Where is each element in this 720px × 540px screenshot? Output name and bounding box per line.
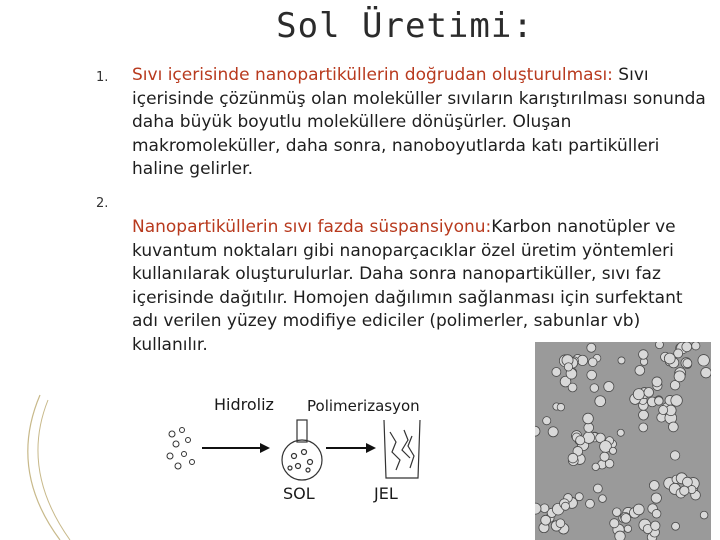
molecule-cluster-icon [167, 428, 195, 470]
sol-label: SOL [283, 484, 315, 503]
sol-gel-diagram [160, 412, 440, 482]
nanoparticle-micrograph [535, 342, 711, 540]
list-item-number: 2. [96, 196, 109, 211]
list-item-text [132, 64, 710, 182]
list-item-number: 1. [96, 70, 109, 85]
list-item-heading: Sıvı içerisinde nanopartiküllerin doğrudan oluşturulması: [132, 65, 613, 85]
slide-title: Sol Üretimi: [276, 6, 534, 46]
arrow-right-icon [202, 443, 270, 453]
polymerization-label: Polimerizasyon [307, 397, 420, 415]
flask-icon [282, 420, 322, 480]
beaker-icon [384, 420, 420, 478]
list-item-heading: Nanopartiküllerin sıvı fazda süspansiyonu: [132, 217, 492, 237]
list-item-body: Sıvı içerisinde çözünmüş olan moleküller sıvıların karıştırılması sonunda daha büyük boyutlu moleküllere dönüşürler. Oluşan makromoleküller, daha sonra, nanoboyutlarda katı partikülleri haline gelirler. [132, 65, 706, 179]
gel-label: JEL [374, 484, 398, 503]
arrow-right-icon [326, 443, 376, 453]
hydrolysis-label: Hidroliz [214, 395, 274, 414]
list-item [96, 196, 710, 366]
list-item [96, 64, 710, 194]
list-item-body: Karbon nanotüpler ve kuvantum noktaları gibi nanoparçacıklar özel üretim yöntemleri kullanılarak oluşturulurlar. Daha sonra nanopartiküller, sıvı faz içerisinde dağıtılır. Homojen dağılımın sağlanması için surfektant adı verilen yüzey modifiye ediciler (polimerler, sabunlar vb) kullanılır. [132, 217, 683, 355]
list-item-text [132, 216, 710, 357]
